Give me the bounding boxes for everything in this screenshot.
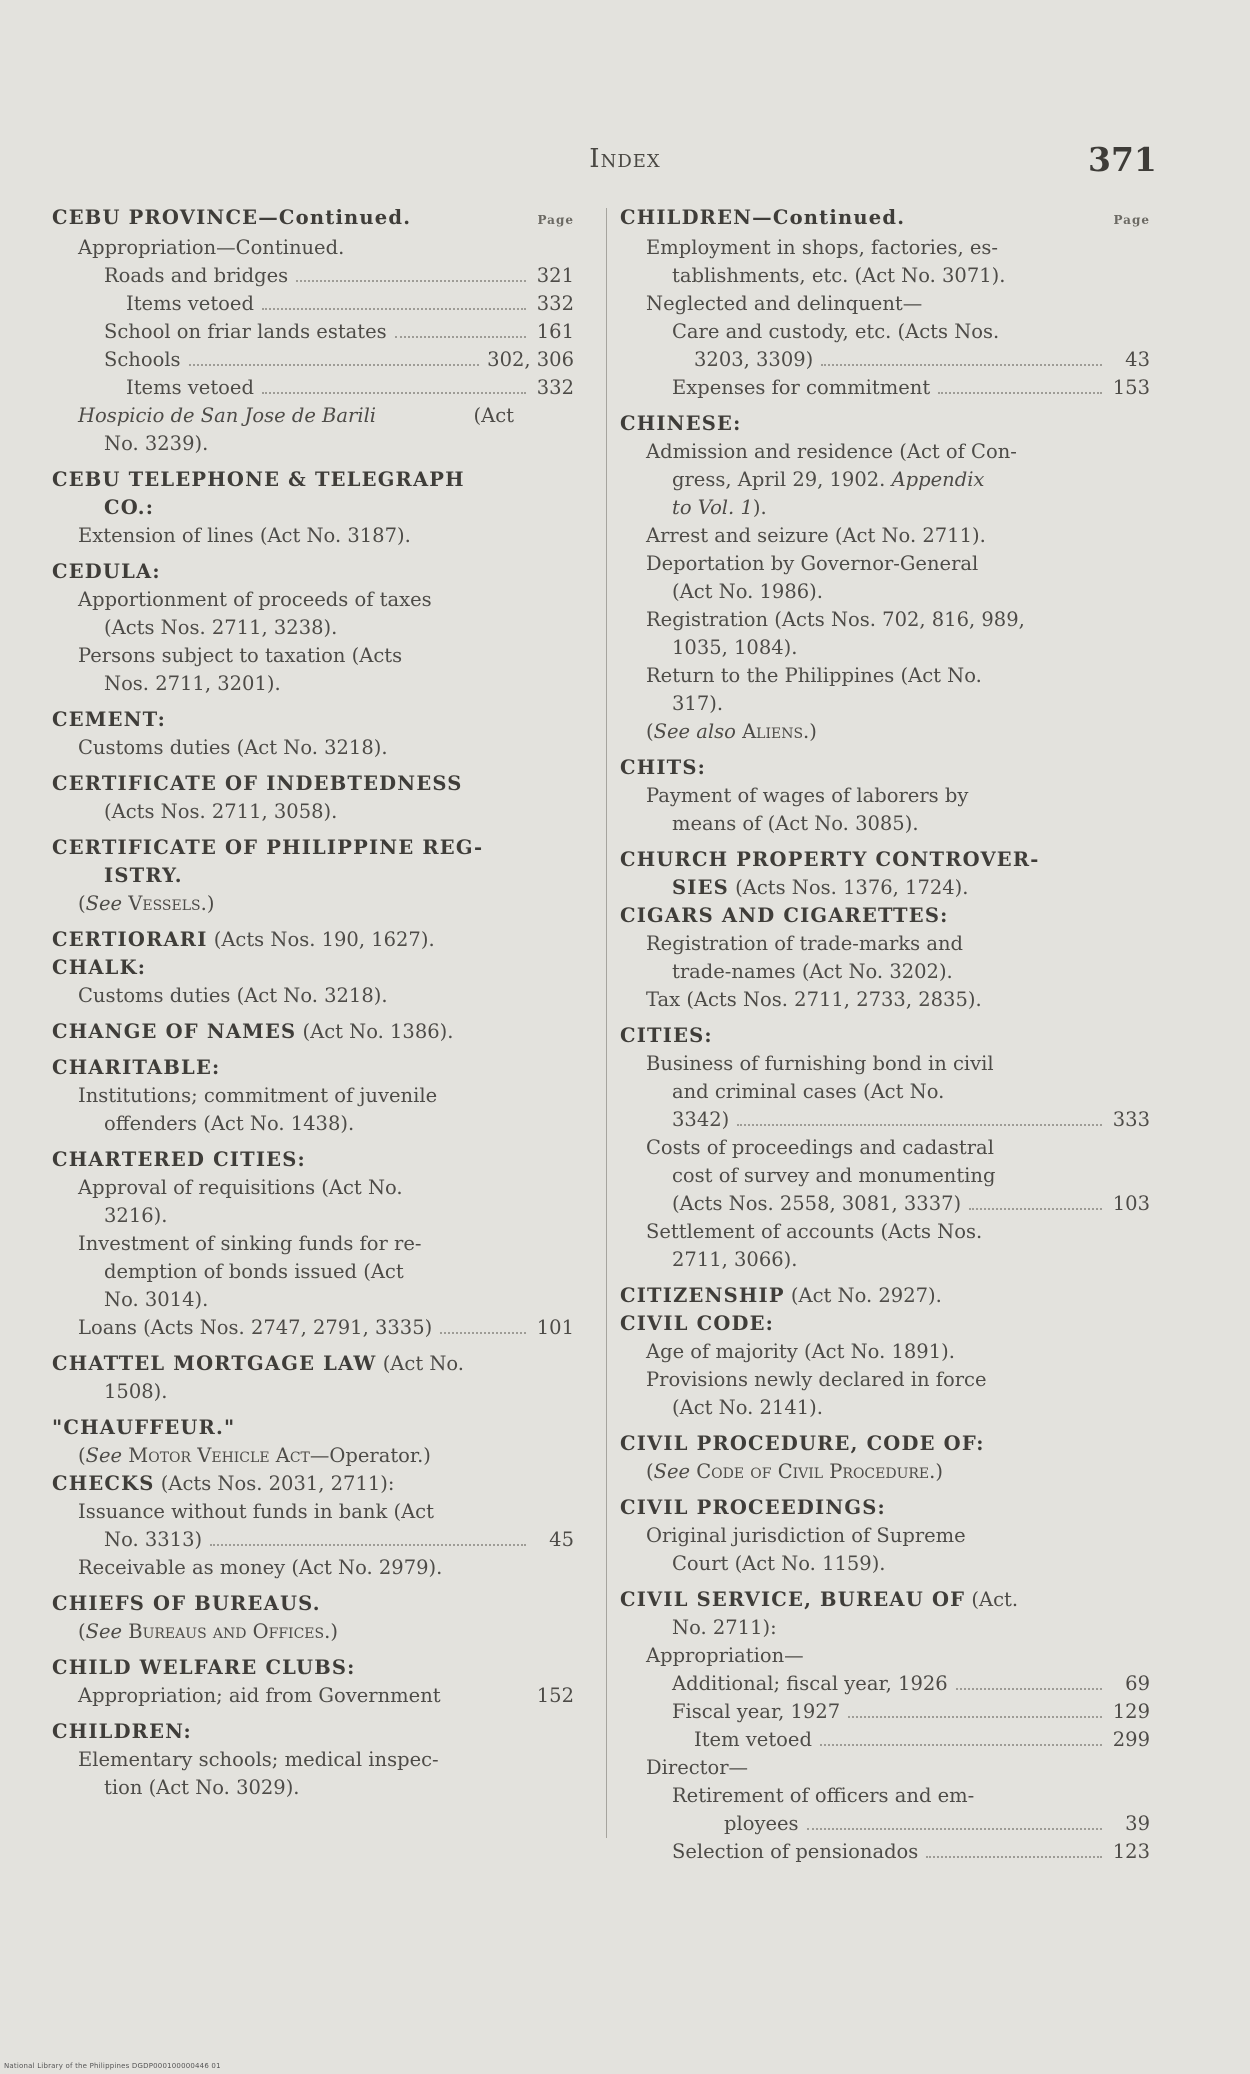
subentry: Costs of proceedings and cadastral bbox=[646, 1136, 994, 1159]
subentry-continuation: 3216). bbox=[104, 1204, 168, 1227]
subentry: Persons subject to taxation (Acts bbox=[78, 644, 403, 667]
subentry-fiscal-year bbox=[620, 1698, 1150, 1726]
right-column bbox=[620, 204, 1150, 1866]
subentry-roads bbox=[52, 262, 574, 290]
subentry-continuation: No. 3239). bbox=[104, 432, 209, 455]
subentry-friar-lands bbox=[52, 318, 574, 346]
entry-heading: CHIEFS OF BUREAUS. bbox=[52, 1592, 321, 1615]
subentry-continuation: 1035, 1084). bbox=[672, 636, 798, 659]
entry-heading: CERTIFICATE OF INDEBTEDNESS bbox=[52, 772, 463, 795]
index-entry-civil-code bbox=[620, 1310, 1150, 1422]
entry-heading-rest: (Acts Nos. 190, 1627). bbox=[213, 928, 435, 951]
page-ref: 129 bbox=[1112, 1700, 1150, 1723]
leader-dots bbox=[189, 364, 480, 366]
see-target: Motor Vehicle Act bbox=[128, 1444, 310, 1467]
page-ref: 333 bbox=[1112, 1108, 1150, 1131]
subentry-continuation: 2711, 3066). bbox=[672, 1248, 798, 1271]
entry-heading-rest: (Act No. 1386). bbox=[302, 1020, 454, 1043]
subentry-text: Additional; fiscal year, 1926 bbox=[672, 1672, 948, 1695]
column-divider bbox=[606, 208, 607, 1838]
entry-heading: CIVIL PROCEEDINGS: bbox=[620, 1496, 886, 1519]
entry-heading: CERTIFICATE OF PHILIPPINE REG- bbox=[52, 836, 484, 859]
page-column-label: Page bbox=[537, 213, 574, 227]
entry-heading: CEBU PROVINCE—Continued. bbox=[52, 206, 412, 229]
entry-heading: CERTIORARI bbox=[52, 928, 208, 951]
entry-heading: CIVIL PROCEDURE, CODE OF: bbox=[620, 1432, 985, 1455]
see-target: Aliens. bbox=[742, 720, 810, 743]
subentry: Admission and residence (Act of Con- bbox=[646, 440, 1017, 463]
subentry-continuation bbox=[620, 494, 1150, 522]
page-ref: 302, 306 bbox=[487, 348, 574, 371]
leader-dots bbox=[440, 1332, 526, 1334]
index-entry-chartered-cities bbox=[52, 1146, 574, 1342]
subentry: Elementary schools; medical inspec- bbox=[78, 1748, 439, 1771]
entry-heading-continuation: ISTRY. bbox=[104, 864, 183, 887]
subentry-text: 3203, 3309) bbox=[694, 348, 814, 371]
subentry-text: School on friar lands estates bbox=[104, 320, 387, 343]
page-ref: 101 bbox=[536, 1316, 574, 1339]
subentry: Investment of sinking funds for re- bbox=[78, 1232, 422, 1255]
subentry-text: Appropriation; aid from Government bbox=[78, 1684, 441, 1707]
index-entry-chauffeur bbox=[52, 1414, 574, 1470]
subentry-schools bbox=[52, 346, 574, 374]
entry-heading: CHATTEL MORTGAGE LAW bbox=[52, 1352, 377, 1375]
entry-heading-rest: (Acts Nos. 2031, 2711): bbox=[160, 1472, 395, 1495]
page-ref: 123 bbox=[1112, 1840, 1150, 1863]
subentry-text: Items vetoed bbox=[126, 292, 254, 315]
leader-dots bbox=[296, 280, 526, 282]
subentry-continuation: Court (Act No. 1159). bbox=[672, 1552, 886, 1575]
subentry-items-vetoed bbox=[52, 290, 574, 318]
entry-heading-rest: (Act. bbox=[971, 1588, 1019, 1611]
leader-dots bbox=[938, 392, 1102, 394]
subentry: Provisions newly declared in force bbox=[646, 1368, 987, 1391]
leader-dots bbox=[262, 308, 526, 310]
subentry: Employment in shops, factories, es- bbox=[646, 236, 998, 259]
leader-dots bbox=[821, 364, 1102, 366]
index-entry-change-of-names bbox=[52, 1018, 574, 1046]
entry-heading: CHILDREN: bbox=[52, 1720, 192, 1743]
subentry: Director— bbox=[646, 1756, 749, 1779]
subentry-expenses bbox=[620, 374, 1150, 402]
subentry-continuation: and criminal cases (Act No. bbox=[672, 1080, 945, 1103]
subentry-text: Item vetoed bbox=[694, 1728, 812, 1751]
left-column bbox=[52, 204, 574, 1802]
subentry-text: Roads and bridges bbox=[104, 264, 289, 287]
subentry-continuation: tion (Act No. 3029). bbox=[104, 1776, 300, 1799]
index-entry-certificate-indebtedness bbox=[52, 770, 574, 826]
entry-heading: CEMENT: bbox=[52, 708, 167, 731]
subentry: Issuance without funds in bank (Act bbox=[78, 1500, 434, 1523]
index-entry-civil-proceedings bbox=[620, 1494, 1150, 1578]
subentry: Registration of trade-marks and bbox=[646, 932, 963, 955]
leader-dots bbox=[210, 1544, 526, 1546]
subentry: Neglected and delinquent— bbox=[646, 292, 923, 315]
entry-heading: CHITS: bbox=[620, 756, 707, 779]
subentry: Deportation by Governor-General bbox=[646, 552, 979, 575]
entry-heading: CHINESE: bbox=[620, 412, 742, 435]
leader-dots bbox=[848, 1716, 1102, 1718]
index-entry-certiorari bbox=[52, 926, 574, 954]
index-entry-cedula bbox=[52, 558, 574, 698]
page-ref: 332 bbox=[536, 376, 574, 399]
index-entry-chits bbox=[620, 754, 1150, 838]
index-entry-civil-procedure bbox=[620, 1430, 1150, 1486]
page-ref: 43 bbox=[1125, 348, 1150, 371]
see-reference: (See Code of Civil Procedure.) bbox=[646, 1460, 943, 1483]
subentry: Settlement of accounts (Acts Nos. bbox=[646, 1220, 983, 1243]
entry-heading: CHURCH PROPERTY CONTROVER- bbox=[620, 848, 1040, 871]
subentry: Registration (Acts Nos. 702, 816, 989, bbox=[646, 608, 1025, 631]
subentry-text: Loans (Acts Nos. 2747, 2791, 3335) bbox=[78, 1316, 433, 1339]
entry-heading-rest: (Act No. bbox=[382, 1352, 465, 1375]
see-label: See bbox=[85, 1444, 123, 1467]
subentry-loans bbox=[52, 1314, 574, 1342]
leader-dots bbox=[926, 1856, 1102, 1858]
subentry: Arrest and seizure (Act No. 2711). bbox=[646, 524, 986, 547]
subentry-text: ). bbox=[752, 496, 767, 519]
index-entry-civil-service bbox=[620, 1586, 1150, 1866]
index-entry-chiefs-of-bureaus bbox=[52, 1590, 574, 1646]
entry-heading-rest: (Acts Nos. 1376, 1724). bbox=[735, 876, 969, 899]
subentry-text: Fiscal year, 1927 bbox=[672, 1700, 841, 1723]
subentry: Appropriation— bbox=[646, 1644, 804, 1667]
subentry: Institutions; commitment of juvenile bbox=[78, 1084, 438, 1107]
page-ref: 161 bbox=[536, 320, 574, 343]
subentry-text: (Acts Nos. 2558, 3081, 3337) bbox=[672, 1192, 962, 1215]
subentry: Tax (Acts Nos. 2711, 2733, 2835). bbox=[646, 988, 982, 1011]
subentry: Payment of wages of laborers by bbox=[646, 784, 969, 807]
subentry-text: Schools bbox=[104, 348, 181, 371]
index-entry-chinese bbox=[620, 410, 1150, 746]
entry-heading: CIGARS AND CIGARETTES: bbox=[620, 904, 949, 927]
index-entry-cebu-telephone bbox=[52, 466, 574, 550]
subentry: Care and custody, etc. (Acts Nos. bbox=[672, 320, 1000, 343]
index-entry-cigars bbox=[620, 902, 1150, 1014]
leader-dots bbox=[737, 1124, 1102, 1126]
index-entry-checks bbox=[52, 1470, 574, 1582]
entry-heading: CEDULA: bbox=[52, 560, 161, 583]
subentry-items-vetoed-2 bbox=[52, 374, 574, 402]
subentry-text: 3342) bbox=[672, 1108, 730, 1131]
subentry: Receivable as money (Act No. 2979). bbox=[78, 1556, 443, 1579]
subentry-continuation: 317). bbox=[672, 692, 724, 715]
see-label: See bbox=[85, 892, 123, 915]
page-ref: 69 bbox=[1125, 1672, 1150, 1695]
subentry: Appropriation—Continued. bbox=[78, 236, 345, 259]
index-entry-children-continued bbox=[620, 204, 1150, 402]
page-ref: 153 bbox=[1112, 376, 1150, 399]
index-entry-children bbox=[52, 1718, 574, 1802]
entry-heading: CHECKS bbox=[52, 1472, 155, 1495]
subentry-italic: to Vol. 1 bbox=[672, 496, 753, 519]
see-label: See bbox=[653, 1460, 691, 1483]
subentry-text: gress, April 29, 1902. bbox=[672, 468, 886, 491]
index-entry-chalk bbox=[52, 954, 574, 1010]
subentry-text: Hospicio de San Jose de Barili bbox=[78, 404, 377, 427]
page-ref: 332 bbox=[536, 292, 574, 315]
leader-dots bbox=[969, 1208, 1102, 1210]
subentry-continuation: (Act No. 1986). bbox=[672, 580, 823, 603]
page-ref: 321 bbox=[536, 264, 574, 287]
subentry-continuation: cost of survey and monumenting bbox=[672, 1164, 996, 1187]
running-header-title: Index bbox=[589, 144, 661, 174]
subentry-continuation bbox=[620, 1810, 1150, 1838]
page-ref: 103 bbox=[1112, 1192, 1150, 1215]
leader-dots bbox=[820, 1744, 1102, 1746]
entry-heading-continuation: No. 2711): bbox=[672, 1616, 777, 1639]
subentry-text: Items vetoed bbox=[126, 376, 254, 399]
leader-dots bbox=[956, 1688, 1102, 1690]
subentry-additional bbox=[620, 1670, 1150, 1698]
subentry-italic: Appendix bbox=[891, 468, 985, 491]
page-ref: 152 bbox=[536, 1684, 574, 1707]
entry-heading-continuation: CO.: bbox=[104, 496, 155, 519]
see-label: See bbox=[85, 1620, 123, 1643]
subentry-text: ployees bbox=[724, 1812, 799, 1835]
subentry-continuation bbox=[620, 1190, 1150, 1218]
index-entry-citizenship bbox=[620, 1282, 1150, 1310]
entry-heading-continuation: 1508). bbox=[104, 1380, 168, 1403]
subentry: Apportionment of proceeds of taxes bbox=[78, 588, 432, 611]
subentry: Age of majority (Act No. 1891). bbox=[646, 1340, 955, 1363]
index-entry-child-welfare bbox=[52, 1654, 574, 1710]
subentry-continuation bbox=[620, 1106, 1150, 1134]
index-entry-certificate-registry bbox=[52, 834, 574, 918]
entry-heading: "CHAUFFEUR." bbox=[52, 1416, 236, 1439]
page-column-label: Page bbox=[1113, 213, 1150, 227]
subentry-appropriation bbox=[52, 1682, 574, 1710]
entry-heading: CHARTERED CITIES: bbox=[52, 1148, 306, 1171]
entry-heading: CHALK: bbox=[52, 956, 147, 979]
index-entry-cement bbox=[52, 706, 574, 762]
subentry-continuation bbox=[620, 466, 1150, 494]
subentry-continuation bbox=[52, 1526, 574, 1554]
subentry: Business of furnishing bond in civil bbox=[646, 1052, 994, 1075]
see-target: Vessels. bbox=[128, 892, 207, 915]
entry-heading: CHILD WELFARE CLUBS: bbox=[52, 1656, 356, 1679]
see-target: Bureaus and Offices. bbox=[128, 1620, 331, 1643]
page-ref: 299 bbox=[1112, 1728, 1150, 1751]
subentry-continuation: Nos. 2711, 3201). bbox=[104, 672, 281, 695]
index-entry-cebu-province bbox=[52, 204, 574, 458]
entry-heading: CHILDREN—Continued. bbox=[620, 206, 906, 229]
entry-heading-cont: SIES bbox=[672, 876, 729, 899]
subentry-continuation bbox=[620, 346, 1150, 374]
entry-heading: CIVIL CODE: bbox=[620, 1312, 775, 1335]
entry-heading-continuation bbox=[620, 874, 1150, 902]
subentry: Original jurisdiction of Supreme bbox=[646, 1524, 966, 1547]
entry-heading: CIVIL SERVICE, BUREAU OF bbox=[620, 1588, 966, 1611]
entry-heading: CITIES: bbox=[620, 1024, 713, 1047]
see-label: See also bbox=[653, 720, 736, 743]
subentry-continuation: (Act No. 2141). bbox=[672, 1396, 823, 1419]
subentry-continuation: offenders (Act No. 1438). bbox=[104, 1112, 355, 1135]
index-entry-chattel-mortgage bbox=[52, 1350, 574, 1406]
index-entry-cities bbox=[620, 1022, 1150, 1274]
subentry-continuation: demption of bonds issued (Act bbox=[104, 1260, 404, 1283]
scan-footer: National Library of the Philippines DGDP000100000446 01 bbox=[4, 2062, 221, 2070]
page-ref: 45 bbox=[549, 1528, 574, 1551]
see-target: Code of Civil Procedure. bbox=[696, 1460, 936, 1483]
subentry-continuation: No. 3014). bbox=[104, 1288, 209, 1311]
entry-heading-continuation: (Acts Nos. 2711, 3058). bbox=[104, 800, 338, 823]
see-reference: (See Vessels.) bbox=[78, 892, 215, 915]
subentry: Approval of requisitions (Act No. bbox=[78, 1176, 403, 1199]
page-number: 371 bbox=[1088, 140, 1157, 179]
leader-dots bbox=[395, 336, 526, 338]
subentry-selection bbox=[620, 1838, 1150, 1866]
subentry: Customs duties (Act No. 3218). bbox=[78, 736, 388, 759]
index-entry-church-property bbox=[620, 846, 1150, 902]
see-reference: (See also Aliens.) bbox=[646, 720, 817, 743]
subentry-continuation: tablishments, etc. (Act No. 3071). bbox=[672, 264, 1006, 287]
see-reference: (See Motor Vehicle Act—Operator.) bbox=[78, 1444, 431, 1467]
subentry-text: Selection of pensionados bbox=[672, 1840, 919, 1863]
subentry-continuation: (Acts Nos. 2711, 3238). bbox=[104, 616, 338, 639]
subentry-hospicio bbox=[52, 402, 574, 430]
index-entry-charitable bbox=[52, 1054, 574, 1138]
subentry-item-vetoed bbox=[620, 1726, 1150, 1754]
leader-dots bbox=[262, 392, 526, 394]
leader-dots bbox=[807, 1828, 1102, 1830]
subentry-continuation: means of (Act No. 3085). bbox=[672, 812, 919, 835]
entry-heading: CEBU TELEPHONE & TELEGRAPH bbox=[52, 468, 465, 491]
page-ref: 39 bbox=[1125, 1812, 1150, 1835]
subentry-text: (Act bbox=[473, 404, 514, 427]
subentry-continuation: trade-names (Act No. 3202). bbox=[672, 960, 953, 983]
entry-heading: CITIZENSHIP bbox=[620, 1284, 785, 1307]
entry-heading: CHARITABLE: bbox=[52, 1056, 221, 1079]
subentry: Return to the Philippines (Act No. bbox=[646, 664, 982, 687]
subentry: Extension of lines (Act No. 3187). bbox=[78, 524, 411, 547]
subentry: Retirement of officers and em- bbox=[672, 1784, 975, 1807]
see-target-sub: —Operator. bbox=[309, 1444, 424, 1467]
subentry: Customs duties (Act No. 3218). bbox=[78, 984, 388, 1007]
subentry-text: No. 3313) bbox=[104, 1528, 203, 1551]
see-reference: (See Bureaus and Offices.) bbox=[78, 1620, 338, 1643]
subentry-text: Expenses for commitment bbox=[672, 376, 931, 399]
entry-heading: CHANGE OF NAMES bbox=[52, 1020, 297, 1043]
entry-heading-rest: (Act No. 2927). bbox=[790, 1284, 942, 1307]
